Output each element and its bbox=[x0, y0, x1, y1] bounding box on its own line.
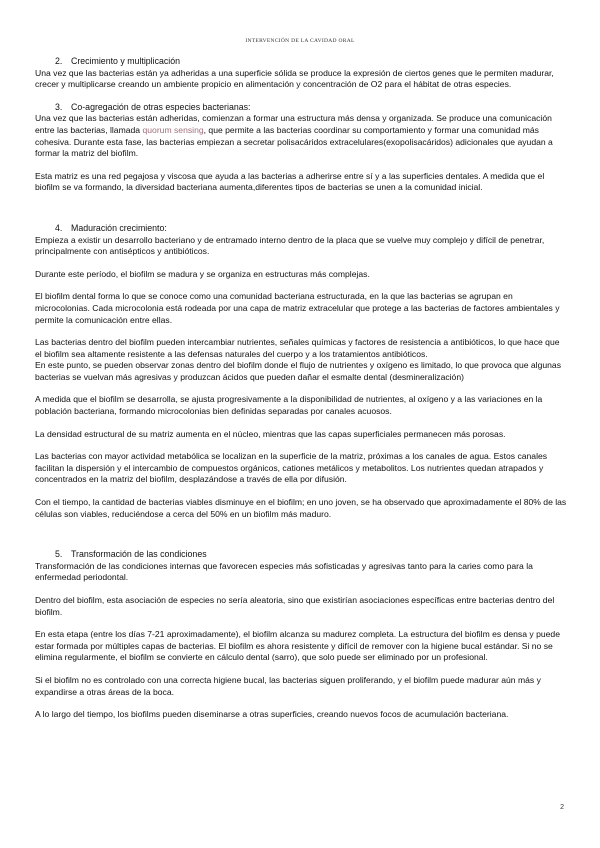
paragraph: Las bacterias con mayor actividad metabólica se localizan en la superficie de la matriz, próximas a los canales de agua. Estos canales facilitan la dispersión y el intercambio de compuestos orgánicos, cationes metálicos y metabolitos. Los nutrientes quedan atrapados y concentrados en la matriz del biofilm, desplazándose a través de ella por difusión. bbox=[35, 451, 548, 485]
paragraph: Esta matriz es una red pegajosa y viscosa que ayuda a las bacterias a adherirse entre sí y a las superficies dentales. A medida que el biofilm se va formando, la diversidad bacteriana aumenta,diferentes tipos de bacterias se unen a la comunidad inicial. bbox=[35, 170, 545, 193]
paragraph bbox=[35, 113, 567, 159]
paragraph-text: Una vez que las bacterias están adheridas, comienzan a formar una estructura más densa y organizada. Se produce una comunicación entre las bacterias, llamada bbox=[35, 113, 552, 135]
paragraph: Con el tiempo, la cantidad de bacterias viables disminuye en el biofilm; en uno joven, se ha observado que aproximadamente el 80% de las células son viables, reduciéndose a cerca del 50% en un biofilm más maduro. bbox=[35, 497, 567, 519]
section-title: Maduración crecimiento: bbox=[71, 222, 167, 233]
section-heading bbox=[35, 102, 567, 114]
section-heading bbox=[35, 56, 567, 68]
paragraph: Dentro del biofilm, esta asociación de especies no sería aleatoria, sino que existirían asociaciones específicas entre bacterias dentro del biofilm. bbox=[35, 595, 555, 617]
section-number: 3. bbox=[55, 101, 63, 112]
section-heading bbox=[35, 223, 567, 235]
quorum-sensing-link[interactable]: quorum sensing bbox=[142, 124, 204, 135]
paragraph: Las bacterias dentro del biofilm pueden intercambiar nutrientes, señales químicas y factores de resistencia a antibióticos, lo que hace que el biofilm sea altamente resistente a las defensas naturales del cuerpo y a los tratamientos antibióticos. bbox=[35, 337, 560, 359]
paragraph: Si el biofilm no es controlado con una correcta higiene bucal, las bacterias siguen proliferando, y el biofilm puede madurar aún más y expandirse a otras áreas de la boca. bbox=[35, 674, 541, 697]
paragraph: El biofilm dental forma lo que se conoce como una comunidad bacteriana estructurada, en la que las bacterias se agrupan en microcolonias. Cada microcolonia está rodeada por una capa de matriz extracelular que protege a las bacterias de factores ambientales y permite la comunicación entre ellas. bbox=[35, 291, 560, 325]
paragraph: A lo largo del tiempo, los biofilms pueden diseminarse a otras superficies, creando nuevos focos de acumulación bacteriana. bbox=[35, 709, 509, 720]
section-heading bbox=[35, 549, 567, 561]
paragraph-text: , que permite a las bacterias coordinar su comportamiento y formar una comunidad más cohesiva. Durante esta fase, las bacterias empiezan a secretar polisacáridos extracelulares(exopolisacáridos) adicionales que ayudan a formar la matriz del biofilm. bbox=[35, 124, 553, 159]
paragraph: Una vez que las bacterias están ya adheridas a una superficie sólida se produce la expresión de ciertos genes que le permiten madurar, crecer y multiplicarse creando un ambiente propicio en alimentación y concentración de O2 para el hábitat de otras especies. bbox=[35, 67, 554, 90]
section-number: 5. bbox=[55, 549, 63, 560]
section-title: Co-agregación de otras especies bacterianas: bbox=[71, 101, 251, 112]
paragraph: En esta etapa (entre los días 7-21 aproximadamente), el biofilm alcanza su madurez completa. La estructura del biofilm es densa y puede estar formada por múltiples capas de bacterias. El biofilm es ahora resistente y difícil de remover con la higiene bucal estándar. Si no se elimina regularmente, el biofilm se convierte en cálculo dental (sarro), que solo puede ser eliminado por un profesional. bbox=[35, 629, 560, 663]
paragraph: Transformación de las condiciones internas que favorecen especies más sofisticadas y agresivas tanto para la caries como para la enfermedad periodontal. bbox=[35, 560, 533, 583]
page-number: 2 bbox=[560, 804, 564, 811]
section-title: Crecimiento y multiplicación bbox=[71, 56, 181, 66]
section-title: Transformación de las condiciones bbox=[71, 549, 207, 560]
paragraph: Durante este período, el biofilm se madura y se organiza en estructuras más complejas. bbox=[35, 268, 370, 279]
paragraph: La densidad estructural de su matriz aumenta en el núcleo, mientras que las capas superficiales permanecen más porosas. bbox=[35, 428, 506, 439]
paragraph: A medida que el biofilm se desarrolla, se ajusta progresivamente a la disponibilidad de nutrientes, al oxígeno y a las variaciones en la población bacteriana, formando microcolonias bien definidas separadas por canales acuosos. bbox=[35, 394, 543, 417]
section-number: 4. bbox=[55, 222, 63, 233]
page-header: INTERVENCIÓN DE LA CAVIDAD ORAL bbox=[245, 38, 355, 44]
paragraph: Empieza a existir un desarrollo bacteriano y de entramado interno dentro de la placa que se vuelve muy complejo y difícil de penetrar, principalmente con antisépticos y antibióticos. bbox=[35, 234, 545, 257]
section-number: 2. bbox=[55, 56, 63, 66]
paragraph: En este punto, se pueden observar zonas dentro del biofilm donde el flujo de nutrientes y oxígeno es limitado, lo que provoca que algunas bacterias se vuelvan más agresivas y produzcan ácidos que pueden dañar el esmalte dental (desmineralización) bbox=[35, 360, 561, 382]
document-body bbox=[35, 56, 567, 721]
